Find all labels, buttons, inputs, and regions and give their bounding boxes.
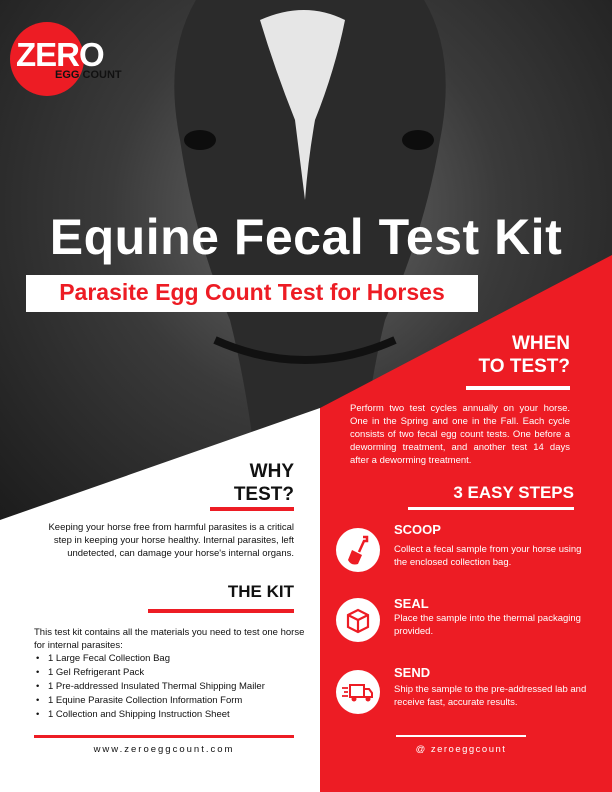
steps-heading: 3 EASY STEPS	[453, 483, 574, 502]
step-desc-scoop: Collect a fecal sample from your horse using the enclosed collection bag.	[394, 544, 582, 568]
step-desc-seal: Place the sample into the thermal packaging provided.	[394, 613, 581, 637]
package-icon	[336, 598, 380, 642]
social-handle[interactable]: @ zeroeggcount	[415, 744, 507, 755]
list-item: • 1 Pre-addressed Insulated Thermal Shipping Mailer	[34, 680, 324, 694]
website-url[interactable]: www.zeroeggcount.com	[93, 744, 235, 755]
list-item: • 1 Collection and Shipping Instruction Sheet	[34, 708, 324, 722]
step-circle-send	[336, 670, 380, 714]
kit-list	[34, 652, 324, 722]
step-title-seal: SEAL	[394, 596, 429, 611]
list-item: • 1 Large Fecal Collection Bag	[34, 652, 324, 666]
shovel-icon	[336, 528, 380, 572]
step-title-send: SEND	[394, 665, 431, 680]
list-item: • 1 Gel Refrigerant Pack	[34, 666, 324, 680]
page-subtitle: Parasite Egg Count Test for Horses	[59, 279, 445, 305]
list-item: • 1 Equine Parasite Collection Information Form	[34, 694, 324, 708]
kit-heading: THE KIT	[227, 582, 294, 601]
why-divider	[210, 507, 294, 511]
steps-divider	[408, 507, 574, 510]
when-body: Perform two test cycles annually on your horse. One in the Spring and one in the Fall. Each cycle consists of two fecal egg count tests. One before a deworming treatment, and another test 14 days after a deworming treatment.	[350, 403, 570, 466]
truck-icon	[336, 670, 380, 714]
when-heading-line-1: WHEN	[511, 333, 570, 354]
why-heading-line-2: TEST?	[233, 484, 294, 505]
when-heading-line-2: TO TEST?	[478, 356, 570, 377]
step-desc-send: Ship the sample to the pre-addressed lab and receive fast, accurate results.	[394, 684, 587, 708]
why-heading	[180, 460, 294, 506]
footer-divider-left	[34, 735, 294, 738]
step-circle-seal	[336, 598, 380, 642]
step-circle-scoop	[336, 528, 380, 572]
why-heading-line-1: WHY	[249, 461, 294, 482]
logo-zero-text: ZERO	[16, 36, 104, 73]
footer-divider-right	[396, 735, 526, 737]
step-title-scoop: SCOOP	[394, 522, 441, 537]
when-divider	[466, 386, 570, 390]
page-title: Equine Fecal Test Kit	[49, 209, 563, 265]
when-heading	[400, 332, 570, 378]
logo-egg-count-text: EGG COUNT	[55, 69, 122, 81]
kit-divider	[148, 609, 294, 613]
why-body: Keeping your horse free from harmful parasites is a critical step in keeping your horse healthy. Internal parasites, left undetected, can damage your horse's internal organs.	[48, 522, 294, 559]
kit-intro: This test kit contains all the materials you need to test one horse for internal parasites:	[34, 627, 305, 651]
